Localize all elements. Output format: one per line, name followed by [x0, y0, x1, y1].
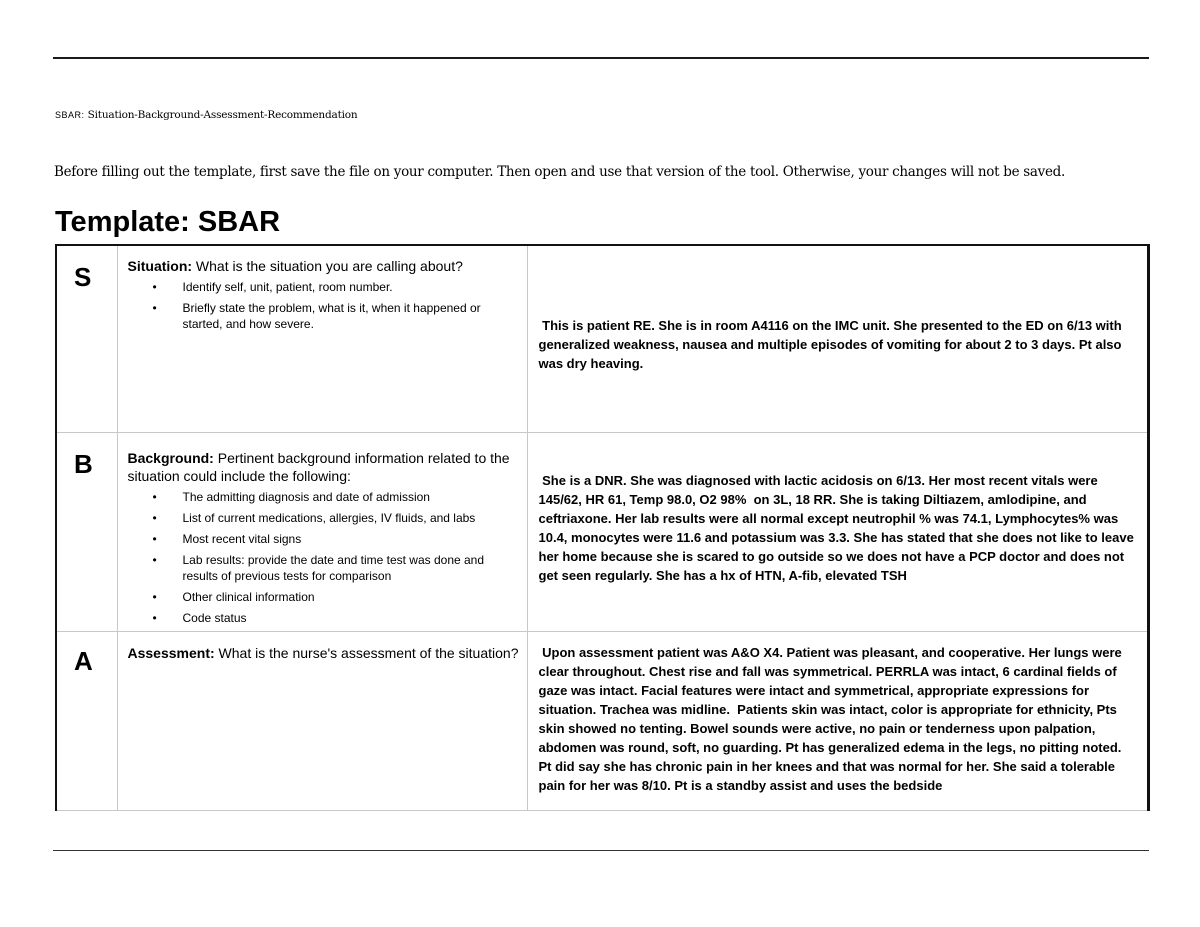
page-title: Template: SBAR [55, 206, 281, 238]
prompt-cell [117, 432, 527, 631]
header-prefix: SBAR: [55, 110, 85, 120]
prompt-bullet: • The admitting diagnosis and date of admission [128, 489, 519, 505]
prompt-cell [117, 631, 527, 810]
sbar-row-situation [56, 245, 1148, 432]
prompt-bullet: • Identify self, unit, patient, room number. [128, 279, 519, 295]
prompt-bullet: • Briefly state the problem, what is it, when it happened or started, and how severe. [128, 300, 519, 332]
top-rule [53, 57, 1149, 59]
letter-cell [56, 245, 117, 432]
prompt-bullet: • Lab results: provide the date and time test was done and results of previous tests for comparison [128, 552, 519, 584]
prompt-cell [117, 245, 527, 432]
response-text[interactable]: This is patient RE. She is in room A4116 on the IMC unit. She presented to the ED on 6/13 with generalized weakness, nausea and multiple episodes of vomiting for about 2 to 3 days. Pt also was dry heaving. [538, 318, 1126, 371]
row-letter: B [74, 448, 93, 479]
prompt-text [118, 632, 527, 662]
header-subtitle: Situation-Background-Assessment-Recommendation [87, 109, 358, 121]
letter-cell [56, 631, 117, 810]
prompt-bullet-list [128, 489, 519, 626]
prompt-heading: Situation: [127, 258, 193, 274]
prompt-question: Pertinent background information related to the situation could include the following: [127, 449, 510, 484]
sbar-row-background [56, 432, 1148, 631]
prompt-text [118, 433, 527, 626]
bottom-rule [53, 850, 1149, 851]
row-letter: S [74, 262, 92, 292]
sbar-table [55, 244, 1150, 811]
response-cell[interactable] [527, 245, 1148, 432]
response-text[interactable]: She is a DNR. She was diagnosed with lactic acidosis on 6/13. Her most recent vitals were 145/62, HR 61, Temp 98.0, O2 98% on 3L, 18 RR. She is taking Diltiazem, amlodipine, and ceftriaxone. Her lab results were all normal except neutrophil % was 74.1, Lymphocytes% was 10.4, monocytes were 11.6 and potassium was 3.3. She has stated that she does not like to leave her home because she is scared to go outside so we does not have a PCP doctor and does not get seen regularly. She has a hx of HTN, A-fib, elevated TSH [538, 472, 1138, 583]
prompt-bullet-list [128, 279, 519, 332]
instructions-text: Before filling out the template, first save the file on your computer. Then open and use that version of the tool. Otherwise, your changes will not be saved. [54, 164, 1065, 180]
document-header [55, 109, 357, 121]
prompt-heading: Background: [127, 449, 214, 466]
prompt-bullet: • List of current medications, allergies, IV fluids, and labs [128, 510, 519, 526]
response-cell[interactable] [527, 432, 1148, 631]
prompt-text [118, 246, 527, 332]
prompt-bullet: • Most recent vital signs [128, 531, 519, 547]
response-text[interactable]: Upon assessment patient was A&O X4. Patient was pleasant, and cooperative. Her lungs were clear throughout. Chest rise and fall was symmetrical. PERRLA was intact, 6 cardinal fields of gaze was intact. Facial features were intact and symmetrical, appropriate expressions for situation. Trachea was midline. Patients skin was intact, color is appropriate for ethnicity, Pts skin showed no tenting. Bowel sounds were active, no pain or tenderness upon palpation, abdomen was round, soft, no guarding. Pt has generalized edema in the legs, no pitting noted. Pt did say she has chronic pain in her knees and that was normal for her. She said a tolerable pain for her was 8/10. Pt is a standby assist and uses the bedside [538, 644, 1126, 793]
prompt-question: What is the situation you are calling about? [192, 258, 463, 274]
row-letter: A [74, 645, 93, 676]
sbar-row-assessment [56, 631, 1148, 810]
prompt-bullet: • Code status [128, 610, 519, 626]
response-cell[interactable] [527, 631, 1148, 810]
prompt-question: What is the nurse's assessment of the situation? [214, 644, 519, 661]
prompt-heading: Assessment: [127, 644, 215, 661]
prompt-bullet: • Other clinical information [128, 589, 519, 605]
letter-cell [56, 432, 117, 631]
